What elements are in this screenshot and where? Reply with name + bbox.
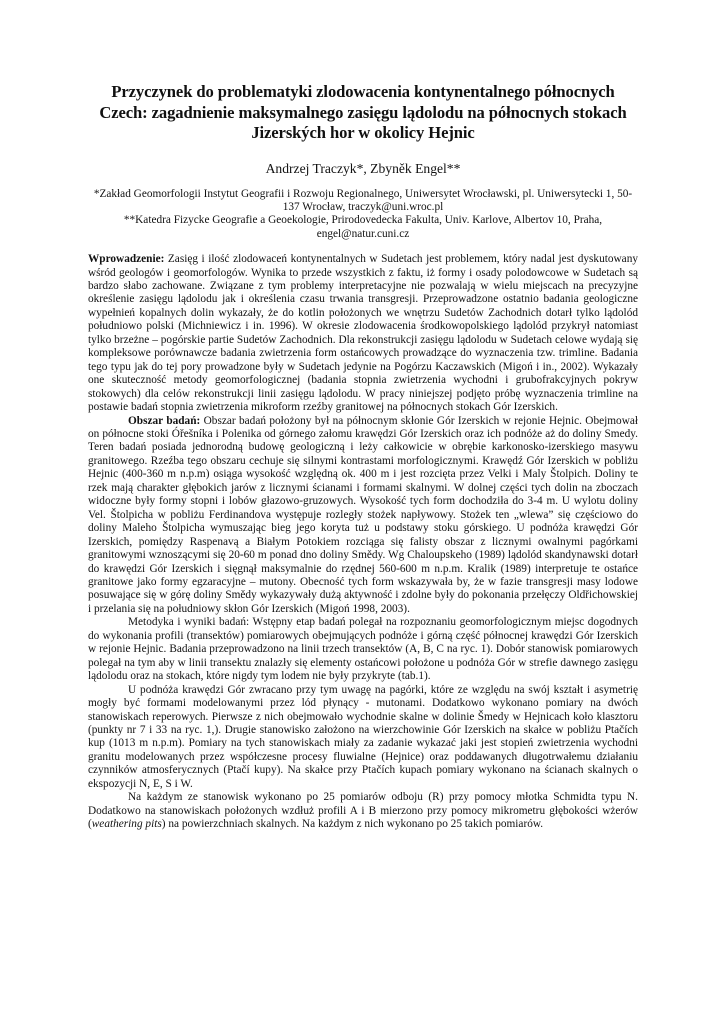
- final-text-start: Na każdym ze stanowisk wykonano po 25 pomiarów odboju (R) przy pomocy młotka Schmidta typu N. Dodatkowo na stanowiskach położonych wzdłuż profili A i B mierzono przy pomocy mikrometru głębokości wżerów (: [88, 791, 638, 831]
- area-heading: Obszar badań:: [128, 414, 201, 427]
- area-paragraph: [88, 415, 638, 617]
- paper-title: Przyczynek do problematyki zlodowacenia kontynentalnego północnych Czech: zagadnienie maksymalnego zasięgu lądolodu na północnych stokach Jizerských hor w okolicy Hejnic: [99, 82, 627, 142]
- paper-body: [88, 253, 638, 831]
- affiliation-1: *Zakład Geomorfologii Instytut Geografii i Rozwoju Regionalnego, Uniwersytet Wrocławski, pl. Uniwersytecki 1, 50-137 Wrocław, traczyk@uni.wroc.pl: [93, 187, 633, 213]
- final-paragraph: [88, 791, 638, 831]
- weathering-pits-term: weathering pits: [91, 818, 162, 831]
- intro-paragraph: [88, 253, 638, 414]
- methods-paragraph: Metodyka i wyniki badań: Wstępny etap badań polegał na rozpoznaniu geomorfologicznym miejsc dogodnych do wykonania profili (transektów) pomiarowych obejmujących podnóże i górną część północnej krawędzi Gór Izerskich w rejonie Hejnic. Badania przeprowadzono na linii trzech transektów (A, B, C na ryc. 1). Dobór stanowisk pomiarowych polegał na tym aby w linii transektu znalazły się elementy ostańcowi położone u podnóża Gór w strefie dawnego zasięgu lądolodu oraz na stokach, które nigdy tym lodem nie były przykryte (tab.1).: [88, 616, 638, 683]
- intro-text: Zasięg i ilość zlodowaceń kontynentalnych w Sudetach jest problemem, który nadal jest dyskutowany wśród geologów i geomorfologów. Wynika to przede wszystkich z faktu, iż formy i osady polodowcowe w Sudetach są bardzo słabo zachowane. Związane z tym problemy interpretacyjne nie pozwalają w wielu miejscach na precyzyjne określenie zasięgu lądolodu jak i określenia czasu trwania transgresji. Przeprowadzone ostatnio badania geologiczne wypełnień kopalnych dolin wykazały, że do kotlin położonych we wnętrzu Sudetów Zachodnich dotarł tylko lądolód południowo polski (Michniewicz i in. 1996). W okresie zlodowacenia środkowopolskiego lądolód przykrył natomiast tylko brzeżne – pogórskie partie Sudetów Zachodnich. Dla rekonstrukcji zasięgu lądolodu w Sudetach celowe wydają się kompleksowe porównawcze badania zwietrzenia form ostańcowych prowadzące do wyznaczenia tzw. trimline. Badania tego typu jak do tej pory prowadzone były w Sudetach jedynie na Pogórzu Kaczawskich (Migoń i in., 2002). Wykazały one skuteczność metody geomorfologicznej (badania stopnia zwietrzenia wychodni i grubofrakcyjnych pokryw stokowych) dla celów rekonstrukcji linii zasięgu lądolodu. W pracy niniejszej podjęto próbę wyznaczenia trimline na postawie badań stopnia zwietrzenia mikroform rzeźby granitowej na północnych stokach Gór Izerskich.: [88, 253, 638, 414]
- intro-heading: Wprowadzenie:: [88, 253, 165, 266]
- foot-measurement-paragraph: U podnóża krawędzi Gór zwracano przy tym uwagę na pagórki, które ze względu na swój kształt i asymetrię mogły być formami modelowanymi przez lód płynący - mutonami. Dodatkowo wykonano pomiary na dwóch stanowiskach reperowych. Pierwsze z nich obejmowało wychodnie skalne w dolinie Šmedy w Hejnicach koło klasztoru (punkty nr 7 i 33 na ryc. 1,). Drugie stanowisko założono na wierzchowinie Gór Izerskich na skałce w pobliżu Ptačích kup (1013 m n.p.m). Pomiary na tych stanowiskach miały za zadanie wykazać jaki jest stopień zwietrzenia wychodni granitu modelowanych przez współczesne procesy fluwialne (Hejnice) oraz poddawanych długotrwałemu działaniu czynników atmosferycznych (Ptačí kupy). Na skałce przy Ptačích kupach pomiary wykonano na ścianach skalnych o ekspozycji N, E, S i W.: [88, 683, 638, 790]
- affiliation-2: **Katedra Fizycke Geografie a Geoekologie, Prirodovedecka Fakulta, Univ. Karlove, Albertov 10, Praha, engel@natur.cuni.cz: [123, 214, 603, 240]
- area-text: Obszar badań położony był na północnym skłonie Gór Izerskich w rejonie Hejnic. Obejmował on północne stoki Óřešníka i Polenika od górnego załomu krawędzi Gór Izerskich oraz ich podnóże aż do doliny Smedy. Teren badań posiada jednorodną budowę geologiczną i leży całkowicie w obrębie karkonosko-izerskiego masywu granitowego. Rzeźba tego obszaru cechuje się silnymi kontrastami morfologicznymi. Krawędź Gór Izerskich w pobliżu Hejnic (400-360 m n.p.m) osiąga wysokość względną ok. 400 m i jest rozcięta przez Velki i Maly Štolpich. Doliny te rzek mają charakter głębokich jarów z licznymi ścianami i formami skalnymi. W dolnej części tych dolin na zboczach widoczne były formy stopni i lobów głazowo-gruzowych. Wysokość tych form dochodziła do 3-4 m. U wylotu doliny Vel. Štolpicha w pobliżu Ferdinandova występuje rozległy stożek napływowy. Stożek ten „wlewa” się częściowo do doliny Maleho Štolpicha wymuszając bieg jego koryta tuż u podstawy stoku górskiego. U podnóża krawędzi Gór Izerskich, pomiędzy Raspenavą a Białym Potokiem rozciąga się falisty obszar z licznymi owalnymi pagórkami granitowymi wznoszącymi się 20-60 m ponad dno doliny Smědy. Wg Chaloupskeho (1989) lądolód skandynawski dotarł do krawędzi Gór Izerskich i sięgnął maksymalnie do rzędnej 560-600 m n.p.m. Kralik (1989) interpretuje te ostańce granitowe jako formy egzaracyjne – mutony. Obecność tych form wskazywała by, że w fazie transgresji masy lodowe posuwające się w górę doliny Smědy wykazywały dużą aktywność i zdolne były do pokonania przełęczy Oldřichowskiej i przelania się na południowy skłon Gór Izerskich (Migoń 1998, 2003).: [88, 414, 639, 615]
- author-line: Andrzej Traczyk*, Zbyněk Engel**: [265, 160, 461, 176]
- final-text-end: ) na powierzchniach skalnych. Na każdym z nich wykonano po 25 takich pomiarów.: [161, 818, 544, 831]
